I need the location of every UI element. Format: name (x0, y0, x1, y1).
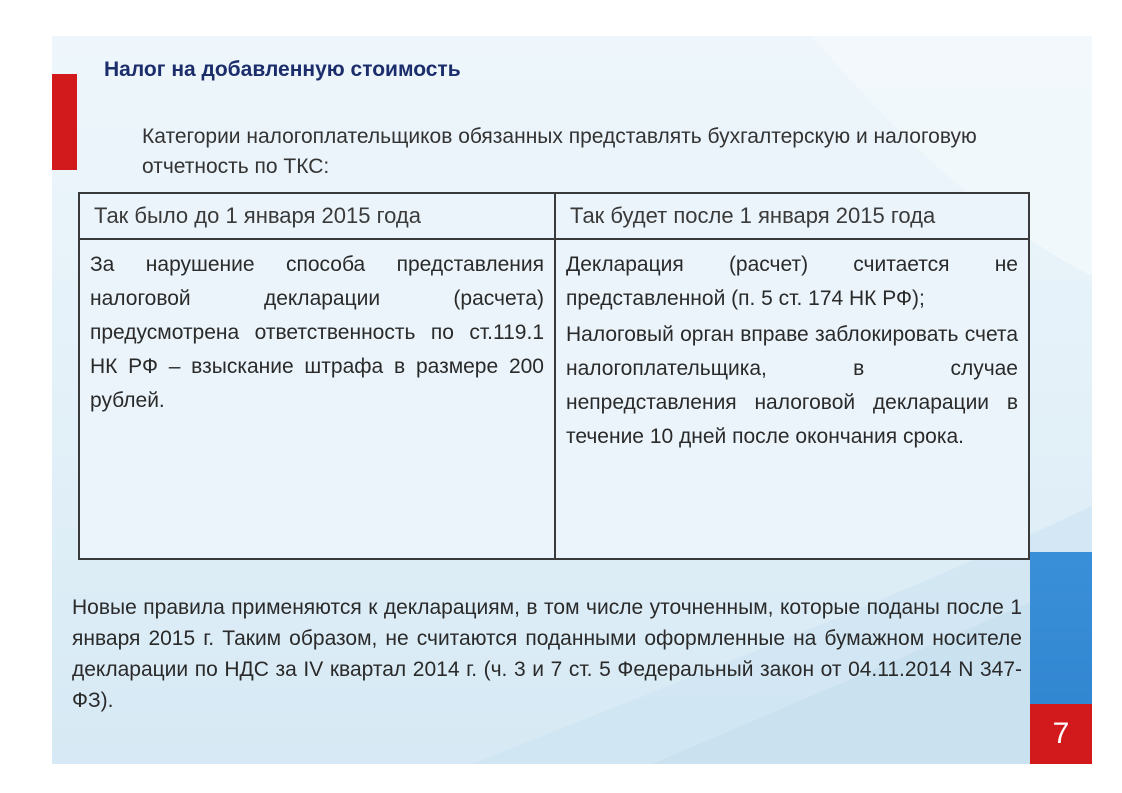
comparison-table (78, 192, 1030, 560)
table-header-row (79, 193, 1029, 239)
accent-red-bar (52, 74, 77, 170)
header-cell-after (555, 193, 1029, 239)
header-cell-before (79, 193, 555, 239)
intro-text: Категории налогоплательщиков обязанных представлять бухгалтерскую и налоговую отчетность по ТКС: (142, 125, 977, 178)
footer-text: Новые правила применяются к декларациям, в том числе уточненным, которые поданы после 1 января 2015 г. Таким образом, не считаются поданными оформленные на бумажном носителе декларации по НДС за IV квартал 2014 г. (ч. 3 и 7 ст. 5 Федеральный закон от 04.11.2014 N 347-ФЗ). (72, 596, 1022, 712)
after-text-1: Декларация (расчет) считается не представленной (п. 5 ст. 174 НК РФ); (566, 253, 1018, 310)
page-number: 7 (1030, 704, 1092, 764)
body-cell-after (555, 239, 1029, 559)
table-body-row (79, 239, 1029, 559)
before-text: За нарушение способа представления налоговой декларации (расчета) предусмотрена ответственность по ст.119.1 НК РФ – взыскание штрафа в размере 200 рублей. (90, 253, 544, 412)
header-before-label: Так было до 1 января 2015 года (94, 203, 421, 228)
body-cell-before (79, 239, 555, 559)
after-text-2: Налоговый орган вправе заблокировать счета налогоплательщика, в случае непредставления налоговой декларации в течение 10 дней после окончания срока. (566, 323, 1018, 448)
slide-title: Налог на добавленную стоимость (104, 58, 461, 81)
slide (52, 36, 1092, 764)
header-after-label: Так будет после 1 января 2015 года (570, 203, 936, 228)
